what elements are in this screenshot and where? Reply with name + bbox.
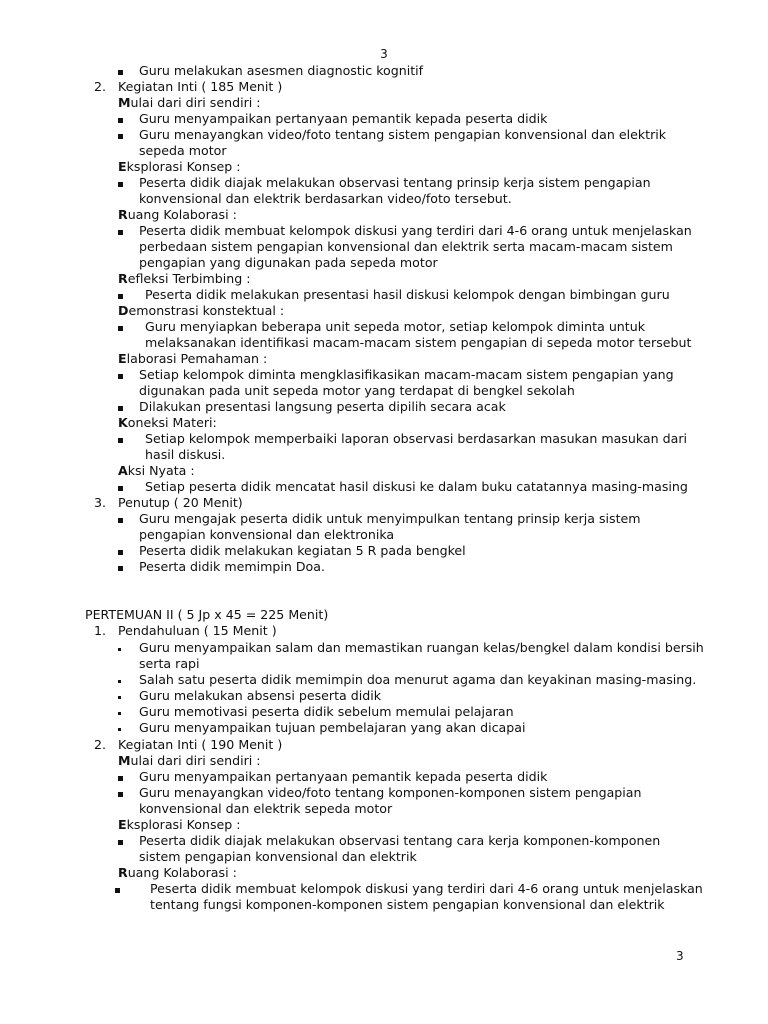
text-line: Guru menayangkan video/foto tentang komponen-komponen sistem pengapian <box>139 785 642 800</box>
text-line: sistem pengapian konvensional dan elektrik <box>139 849 417 864</box>
heading-initial: R <box>118 271 128 286</box>
text-line: hasil diskusi. <box>145 447 226 462</box>
heading-rest: efleksi Terbimbing : <box>127 271 251 286</box>
text-line: pengapian yang digunakan pada sepeda motor <box>139 255 438 270</box>
text-line: Kegiatan Inti ( 190 Menit ) <box>118 737 283 752</box>
text-line: Setiap kelompok diminta mengklasifikasikan macam-macam sistem pengapian yang <box>139 367 674 382</box>
page-number-top: 3 <box>380 47 388 61</box>
bullet-marker <box>118 648 121 651</box>
heading-initial: R <box>118 207 128 222</box>
text-line: Dilakukan presentasi langsung peserta dipilih secara acak <box>139 399 506 414</box>
heading-rest: oneksi Materi: <box>127 415 217 430</box>
bullet-marker <box>118 230 123 235</box>
text-line: konvensional dan elektrik berdasarkan video/foto tersebut. <box>139 191 512 206</box>
bullet-marker <box>118 696 121 699</box>
text-line: Kegiatan Inti ( 185 Menit ) <box>118 79 283 94</box>
text-line: Peserta didik memimpin Doa. <box>139 559 325 574</box>
bullet-marker <box>118 486 123 491</box>
bullet-marker <box>118 326 123 331</box>
bullet-marker <box>118 566 123 571</box>
text-line: Guru menyiapkan beberapa unit sepeda motor, setiap kelompok diminta untuk <box>145 319 645 334</box>
heading-initial: M <box>118 753 131 768</box>
text-line: Setiap peserta didik mencatat hasil diskusi ke dalam buku catatannya masing-masing <box>145 479 688 494</box>
heading-initial: R <box>118 865 128 880</box>
bullet-marker <box>118 792 123 797</box>
heading-initial: D <box>118 303 129 318</box>
bullet-marker <box>118 406 123 411</box>
text-line: Guru memotivasi peserta didik sebelum memulai pelajaran <box>139 704 514 719</box>
heading-rest: emonstrasi konstektual : <box>128 303 285 318</box>
bullet-marker <box>118 776 123 781</box>
heading-rest: ksplorasi Konsep : <box>126 159 241 174</box>
section-heading <box>118 817 241 833</box>
bullet-marker <box>118 518 123 523</box>
text-line: Guru menyampaikan salam dan memastikan ruangan kelas/bengkel dalam kondisi bersih <box>139 640 704 655</box>
list-number: 2. <box>94 79 107 94</box>
bullet-marker <box>118 728 121 731</box>
section-heading <box>118 303 284 319</box>
text-line: melaksanakan identifikasi macam-macam sistem pengapian di sepeda motor tersebut <box>145 335 692 350</box>
text-line: Guru menyampaikan tujuan pembelajaran yang akan dicapai <box>139 720 526 735</box>
bullet-marker <box>118 550 123 555</box>
text-line: Guru mengajak peserta didik untuk menyimpulkan tentang prinsip kerja sistem <box>139 511 641 526</box>
bullet-marker <box>115 888 120 893</box>
heading-rest: ksi Nyata : <box>127 463 195 478</box>
section-heading <box>118 271 250 287</box>
bullet-marker <box>118 680 121 683</box>
text-line: Salah satu peserta didik memimpin doa menurut agama dan keyakinan masing-masing. <box>139 672 697 687</box>
section-heading <box>118 865 237 881</box>
text-line: perbedaan sistem pengapian konvensional dan elektrik serta macam-macam sistem <box>139 239 673 254</box>
section-heading <box>118 95 261 111</box>
text-line: tentang fungsi komponen-komponen sistem pengapian konvensional dan elektrik <box>150 897 665 912</box>
heading-rest: ulai dari diri sendiri : <box>130 95 261 110</box>
heading-initial: M <box>118 95 131 110</box>
bullet-marker <box>118 182 123 187</box>
section-heading <box>118 463 195 479</box>
text-line: pengapian konvensional dan elektronika <box>139 527 395 542</box>
text-line: Peserta didik membuat kelompok diskusi yang terdiri dari 4-6 orang untuk menjelaskan <box>150 881 703 896</box>
section-heading <box>118 159 241 175</box>
text-line: konvensional dan elektrik sepeda motor <box>139 801 393 816</box>
list-number: 2. <box>94 737 107 752</box>
bullet-marker <box>118 438 123 443</box>
text-line: Guru menyampaikan pertanyaan pemantik kepada peserta didik <box>139 111 548 126</box>
text-line: Peserta didik diajak melakukan observasi tentang cara kerja komponen-komponen <box>139 833 661 848</box>
text-line: Setiap kelompok memperbaiki laporan observasi berdasarkan masukan masukan dari <box>145 431 688 446</box>
heading-rest: uang Kolaborasi : <box>127 865 237 880</box>
page-number-bottom: 3 <box>676 949 684 963</box>
text-line: Guru menyampaikan pertanyaan pemantik kepada peserta didik <box>139 769 548 784</box>
bullet-marker <box>118 712 121 715</box>
text-line: Guru melakukan absensi peserta didik <box>139 688 382 703</box>
section-heading <box>118 753 261 769</box>
heading-initial: A <box>118 463 128 478</box>
heading-rest: laborasi Pemahaman : <box>126 351 268 366</box>
bullet-marker <box>118 374 123 379</box>
heading-rest: uang Kolaborasi : <box>127 207 237 222</box>
text-line: PERTEMUAN II ( 5 Jp x 45 = 225 Menit) <box>85 607 329 622</box>
heading-initial: E <box>118 351 127 366</box>
bullet-marker <box>118 70 123 75</box>
heading-initial: K <box>118 415 128 430</box>
text-line: Peserta didik membuat kelompok diskusi yang terdiri dari 4-6 orang untuk menjelaskan <box>139 223 692 238</box>
text-line: sepeda motor <box>139 143 227 158</box>
list-number: 1. <box>94 623 107 638</box>
bullet-marker <box>118 294 123 299</box>
section-heading <box>118 351 267 367</box>
text-line: Guru menayangkan video/foto tentang sistem pengapian konvensional dan elektrik <box>139 127 667 142</box>
text-line: Peserta didik melakukan presentasi hasil diskusi kelompok dengan bimbingan guru <box>145 287 670 302</box>
text-line: Peserta didik melakukan kegiatan 5 R pada bengkel <box>139 543 466 558</box>
list-number: 3. <box>94 495 107 510</box>
bullet-marker <box>118 134 123 139</box>
heading-initial: E <box>118 159 127 174</box>
text-line: Pendahuluan ( 15 Menit ) <box>118 623 277 638</box>
section-heading <box>118 207 237 223</box>
bullet-marker <box>118 118 123 123</box>
text-line: serta rapi <box>139 656 200 671</box>
heading-rest: ksplorasi Konsep : <box>126 817 241 832</box>
text-line: Guru melakukan asesmen diagnostic kognitif <box>139 63 424 78</box>
heading-initial: E <box>118 817 127 832</box>
text-line: digunakan pada unit sepeda motor yang terdapat di bengkel sekolah <box>139 383 575 398</box>
text-line: Peserta didik diajak melakukan observasi tentang prinsip kerja sistem pengapian <box>139 175 651 190</box>
heading-rest: ulai dari diri sendiri : <box>130 753 261 768</box>
section-heading <box>118 415 217 431</box>
text-line: Penutup ( 20 Menit) <box>118 495 243 510</box>
bullet-marker <box>118 840 123 845</box>
